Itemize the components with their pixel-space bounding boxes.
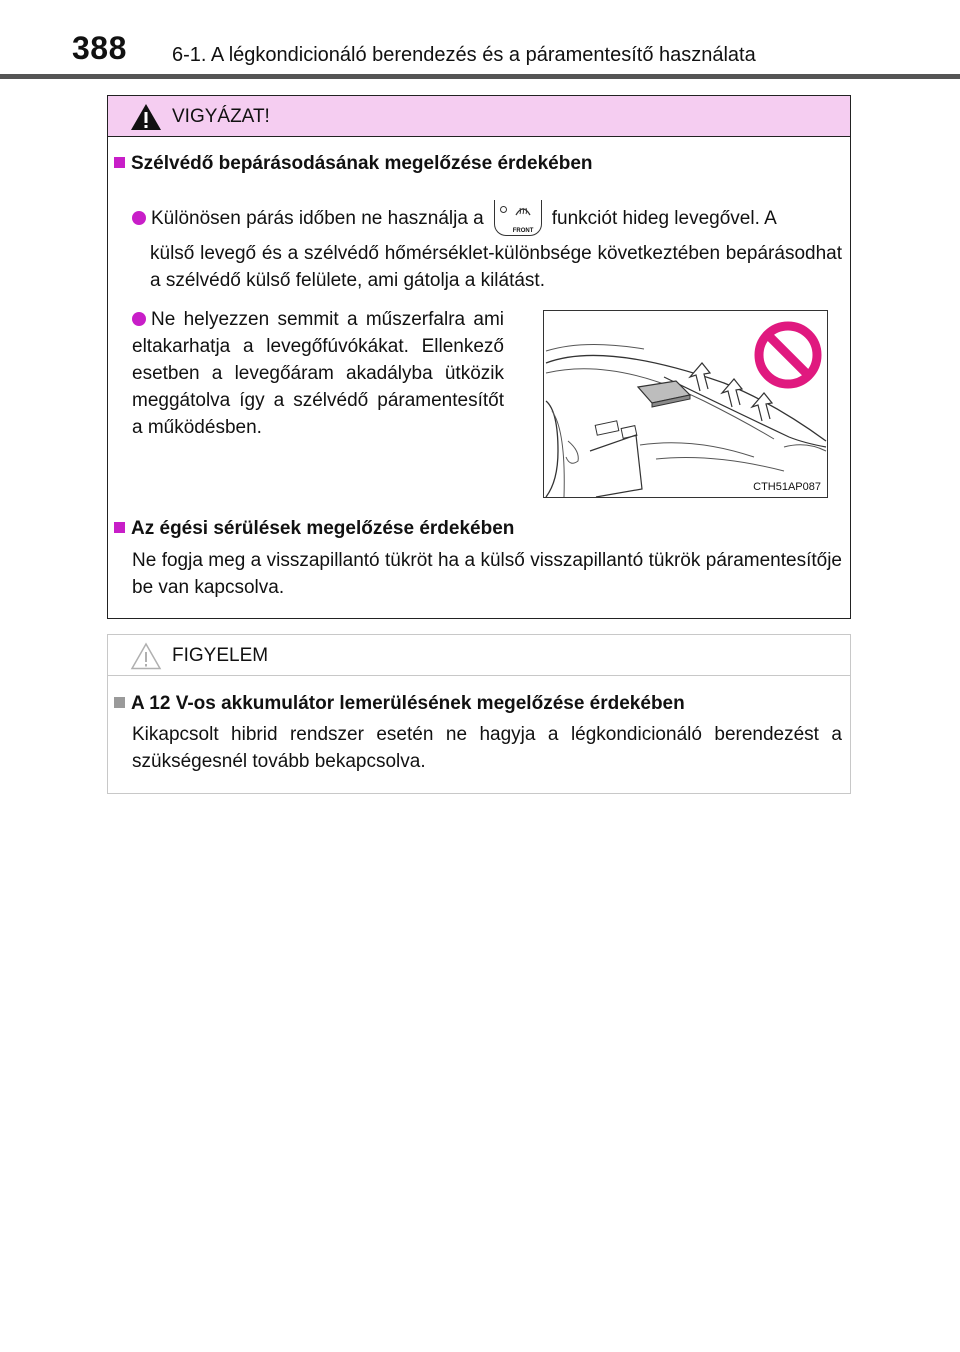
caution-triangle-icon: [130, 642, 162, 670]
dashboard-drawing: [544, 311, 827, 497]
heading-text: Az égési sérülések megelőzése érdekében: [131, 518, 515, 539]
front-defroster-button-icon: [494, 200, 542, 236]
windshield-defroster-icon: [515, 205, 531, 217]
dashboard-illustration: [543, 310, 828, 498]
bullet-1-text-after: funkciót hideg levegővel. A: [551, 208, 777, 229]
notice-header: [108, 635, 850, 676]
heading-text: A 12 V-os akkumulátor lemerülésének megelőzése érdekében: [131, 693, 685, 714]
notice-title: FIGYELEM: [172, 645, 269, 666]
heading-battery-drain: [114, 693, 685, 715]
round-bullet-icon: [132, 312, 146, 326]
heading-windshield-fogging: [114, 153, 593, 175]
square-bullet-icon: [114, 697, 125, 708]
warning-triangle-icon: [130, 103, 162, 131]
header-rule: [0, 74, 960, 79]
front-button-label: FRONT: [512, 228, 534, 234]
bullet-1-continuation: külső levegő és a szélvédő hőmérséklet-különbsége következtében bepárásodhat a szélvédő külső felülete, ami gátolja a kilátást.: [150, 243, 842, 291]
indicator-light-icon: [500, 206, 507, 213]
battery-drain-text: Kikapcsolt hibrid rendszer esetén ne hagyja a légkondicionáló berendezést a szükségesnél tovább bekapcsolva.: [132, 724, 842, 772]
warning-title: VIGYÁZAT!: [172, 106, 270, 127]
page-header: [0, 0, 960, 80]
bullet-2-text: Ne helyezzen semmit a műszerfalra ami eltakarhatja a levegőfúvókákat. Ellenkező esetben a levegőáram akadályba ütközik meggátolva így a szélvédő páramentesítőt a működésben.: [132, 309, 504, 438]
bullet-1-line-1: [132, 200, 842, 236]
bullet-1-text-before: Különösen párás időben ne használja a: [151, 208, 484, 229]
square-bullet-icon: [114, 522, 125, 533]
illustration-code: CTH51AP087: [753, 481, 821, 493]
page-number: 388: [72, 30, 127, 66]
bullet-2: [132, 306, 504, 441]
section-title: 6-1. A légkondicionáló berendezés és a páramentesítő használata: [172, 44, 756, 66]
heading-text: Szélvédő bepárásodásának megelőzése érdekében: [131, 153, 593, 174]
heading-burn-prevention: [114, 518, 514, 540]
burn-prevention-text: Ne fogja meg a visszapillantó tükröt ha a külső visszapillantó tükrök páramentesítője be van kapcsolva.: [132, 550, 842, 598]
warning-header: [108, 96, 850, 137]
round-bullet-icon: [132, 211, 146, 225]
square-bullet-icon: [114, 157, 125, 168]
